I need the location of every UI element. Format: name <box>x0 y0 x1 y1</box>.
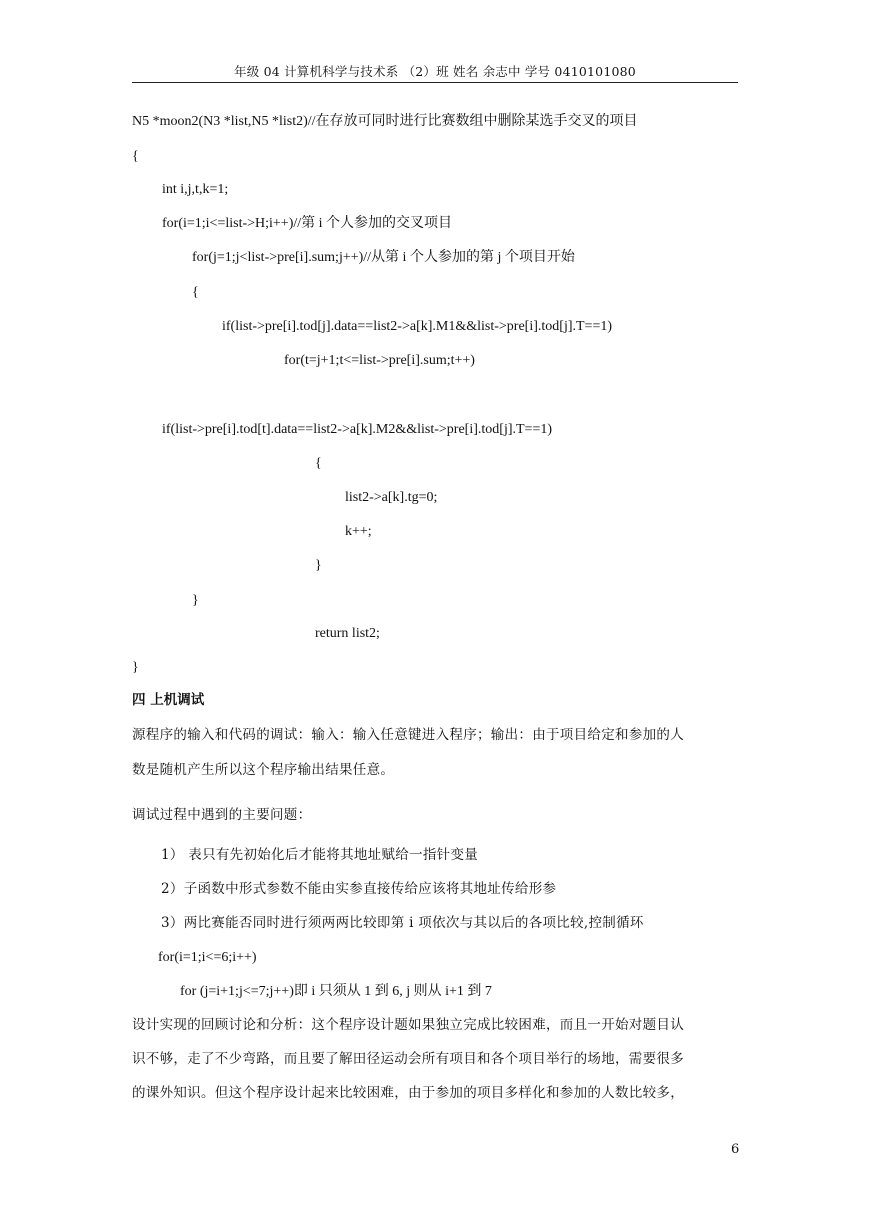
code-line-if-close-brace: } <box>315 558 322 573</box>
section-title: 四 上机调试 <box>132 692 205 708</box>
paragraph-io-line2: 数是随机产生所以这个程序输出结果任意。 <box>132 762 395 778</box>
code-line-if-open-brace: { <box>315 456 322 471</box>
header-rule <box>132 82 738 83</box>
code-line-function-signature: N5 *moon2(N3 *list,N5 *list2)//在存放可同时进行比赛数组中删除某选手交叉的项目 <box>132 114 638 129</box>
paragraph-problems-heading: 调试过程中遇到的主要问题： <box>132 807 312 823</box>
paragraph-review-line3: 的课外知识。但这个程序设计起来比较困难，由于参加的项目多样化和参加的人数比较多， <box>132 1085 684 1101</box>
paragraph-review-line2: 识不够，走了不少弯路，而且要了解田径运动会所有项目和各个项目举行的场地，需要很多 <box>132 1051 684 1067</box>
code-line-declaration: int i,j,t,k=1; <box>162 182 229 197</box>
code-line-if-m2: if(list->pre[i].tod[t].data==list2->a[k].M2&&list->pre[i].tod[j].T==1) <box>162 422 553 437</box>
code-line-open-brace: { <box>132 149 139 164</box>
code-line-return: return list2; <box>315 626 380 641</box>
loop-example-inner: for (j=i+1;j<=7;j++)即 i 只须从 1 到 6, j 则从 i+1 到 7 <box>180 984 492 999</box>
code-line-inner-open-brace: { <box>192 285 199 300</box>
code-line-inner-close-brace: } <box>192 593 199 608</box>
code-line-assign-tg: list2->a[k].tg=0; <box>345 490 438 505</box>
code-line-for-t: for(t=j+1;t<=list->pre[i].sum;t++) <box>284 353 475 368</box>
paragraph-io-line1: 源程序的输入和代码的调试：输入：输入任意键进入程序；输出：由于项目给定和参加的人 <box>132 727 684 743</box>
problem-item-2: 2）子函数中形式参数不能由实参直接传给应该将其地址传给形参 <box>161 881 557 897</box>
code-line-close-brace: } <box>132 660 139 675</box>
paragraph-review-line1: 设计实现的回顾讨论和分析：这个程序设计题如果独立完成比较困难，而且一开始对题目认 <box>132 1017 684 1033</box>
problem-item-1: 1） 表只有先初始化后才能将其地址赋给一指针变量 <box>161 847 479 863</box>
problem-item-3: 3）两比赛能否同时进行须两两比较即第 i 项依次与其以后的各项比较,控制循环 <box>161 915 644 931</box>
code-line-inner-for: for(j=1;j<list->pre[i].sum;j++)//从第 i 个人参加的第 j 个项目开始 <box>192 250 575 265</box>
loop-example-outer: for(i=1;i<=6;i++) <box>158 950 257 965</box>
code-line-increment-k: k++; <box>345 524 372 539</box>
code-line-outer-for: for(i=1;i<=list->H;i++)//第 i 个人参加的交叉项目 <box>162 216 453 231</box>
page-header: 年级 04 计算机科学与技术系 （2）班 姓名 余志中 学号 0410101080 <box>234 64 636 79</box>
code-line-if-m1: if(list->pre[i].tod[j].data==list2->a[k].M1&&list->pre[i].tod[j].T==1) <box>222 319 613 334</box>
page-number: 6 <box>731 1142 740 1157</box>
